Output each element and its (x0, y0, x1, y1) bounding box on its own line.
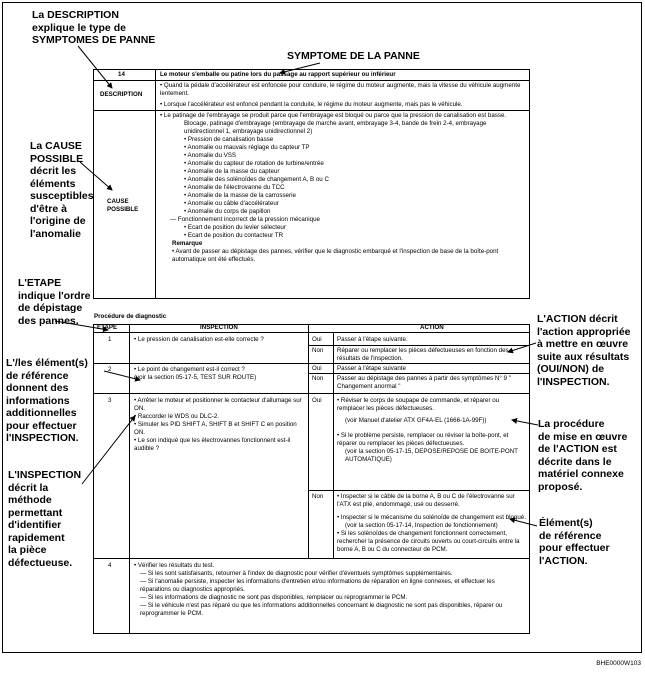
step-number: 3 (108, 397, 112, 404)
step-action-non: Réparer ou remplacer les pièces défectueuses en fonction des résultats de l'inspection. (337, 347, 509, 362)
col-inspection: INSPECTION (200, 324, 238, 331)
step-action-non: Passer au dépistage des pannes à partir des symptômes N° 9 " Changement anormal " (337, 375, 511, 390)
callout-procedure: La procédure de mise en œuvre de l'ACTION est décrite dans le matériel connexe proposé. (538, 418, 628, 493)
callout-etape: L'ETAPE indique l'ordre de dépistage des pannes. (18, 277, 91, 327)
step-action-oui: • Réviser le corps de soupape de commande, et réparer ou remplacer les pièces défectueuses. (voir Manuel d'atelier ATX GF4A-EL (1666-1A-99F)) • Si le problème persiste, remplacer ou réviser la boîte-pont, et réparer ou remplacer les pièces défectueuses. (voir la section 05-17-15, DEPOSE/REPOSE DE BOITE-PONT AUTOMATIQUE) (337, 397, 527, 464)
callout-cause: La CAUSE POSSIBLE décrit les éléments susceptibles d'être à l'origine de l'anomalie (30, 140, 94, 240)
oui-label: Oui (312, 365, 322, 372)
non-label: Non (312, 493, 324, 500)
cause-label: CAUSE POSSIBLE (107, 198, 139, 213)
step-inspection: • Arrêter le moteur et positionner le contacteur d'allumage sur ON. • Raccorder le WDS ou DLC-2. • Simuler les PID SHIFT A, SHIFT B et SHIFT C en position ON. • Le son indiqué que les électrovannes fonctionnent est-il audible ? (134, 397, 304, 453)
step-number: 2 (108, 366, 112, 373)
col-etape: ETAPE (97, 324, 118, 331)
oui-label: Oui (312, 397, 322, 404)
step-inspection: • Vérifier les résultats du test. — Si les sont satisfaisants, retourner à l'index de diagnostic pour vérifier d'éventuels symptômes supplémentaires. — Si l'anomalie persiste, inspecter les informations d'entretien et/ou informations de réparation en ligne connexes, et effectuer les réparations ou diagnostics appropriés. — Si les informations de diagnostic ne sont pas disponibles, remplacer ou reprogrammer le PCM. — Si le véhicule n'est pas réparé ou que les informations additionnelles concernant le diagnostic ne sont pas disponibles, réparer ou reprogrammer le PCM. (134, 562, 526, 618)
non-label: Non (312, 375, 324, 382)
step-inspection: • Le pression de canalisation est-elle correcte ? (134, 336, 304, 344)
non-label: Non (312, 347, 324, 354)
step-action-non: • Inspecter si le câble de la borne A, B ou C de l'électrovanne sur l'ATX est plié, endommagé, usé ou desserré. • Inspecter si le mécanisme du solénoïde de changement est bloqué. (voir la section 05-17-14, Inspection de fonctionnement) • Si les solénoïdes de changement fonctionnent correctement, rechercher la présence de circuits ouverts ou court-circuits entre la borne A, B ou C du connecteur de PCM. (337, 493, 527, 554)
cause-content: • Le patinage de l'embrayage se produit parce que l'embrayage est bloqué ou parce que la pression de canalisation est basse. Blocage, patinage d'embrayage (embrayage de marche avant, embrayage 3-4, bande de frein 2-4, embrayage unidirectionnel 1, embrayage unidirectionnel 2) • Pression de canalisation basse • Anomalie ou mauvais réglage du capteur TP • Anomalie du VSS • Anomalie du capteur de rotation de turbine/entrée • Anomalie de la masse du capteur • Anomalie des solénoïdes de changement A, B ou C • Anomalie de l'électrovanne du TCC • Anomalie de la masse de la carrosserie • Anomalie ou câble d'accélérateur • Anomalie du corps de papillon — Fonctionnement incorrect de la pression mécanique • Ecart de position du levier sélecteur • Ecart de position du contacteur TR Remarque • Avant de passer au dépistage des pannes, vérifier que le diagnostic embarqué et l'inspection de base de la boîte-pont automatique ont été effectués. (160, 112, 525, 264)
step-number: 4 (108, 562, 112, 569)
step-inspection: • Le point de changement est-il correct ? (voir la section 05-17-5, TEST SUR ROUTE) (134, 366, 306, 382)
callout-action: L'ACTION décrit l'action appropriée à mettre en œuvre suite aux résultats (OUI/NON) de l'INSPECTION. (537, 313, 631, 388)
callout-element-action: Élément(s) de référence pour effectuer l'ACTION. (539, 517, 610, 567)
callout-symptome: SYMPTOME DE LA PANNE (287, 50, 420, 62)
symptom-title: Le moteur s'emballe ou patine lors du passage au rapport supérieur ou inférieur (160, 71, 396, 78)
procedure-title: Procédure de diagnostic (94, 313, 167, 320)
step-action-oui: Passer à l'étape suivante. (337, 336, 408, 343)
col-action: ACTION (420, 324, 444, 331)
oui-label: Oui (312, 336, 322, 343)
step-number: 1 (108, 336, 112, 343)
callout-inspection: L'INSPECTION décrit la méthode permettant d'identifier rapidement la pièce défectueuse. (8, 469, 82, 569)
description-items: • Quand la pédale d'accélérateur est enfoncée pour conduire, le régime du moteur augmente, mais la vitesse du véhicule augmente lentement. • Lorsque l'accélérateur est enfoncé pendant la conduite, le régime du moteur augmente, mais pas le véhicule. (160, 82, 525, 109)
step-action-oui: Passer à l'étape suivante (337, 365, 406, 372)
callout-description: La DESCRIPTION explique le type de SYMPTOMES DE PANNE (32, 9, 156, 46)
description-label: DESCRIPTION (100, 91, 143, 98)
figure-code: BHE0000W103 (596, 660, 641, 667)
callout-reference: L'/les élément(s) de référence donnent des informations additionnelles pour effectuer l'INSPECTION. (6, 357, 88, 444)
symptom-number: 14 (118, 71, 125, 78)
